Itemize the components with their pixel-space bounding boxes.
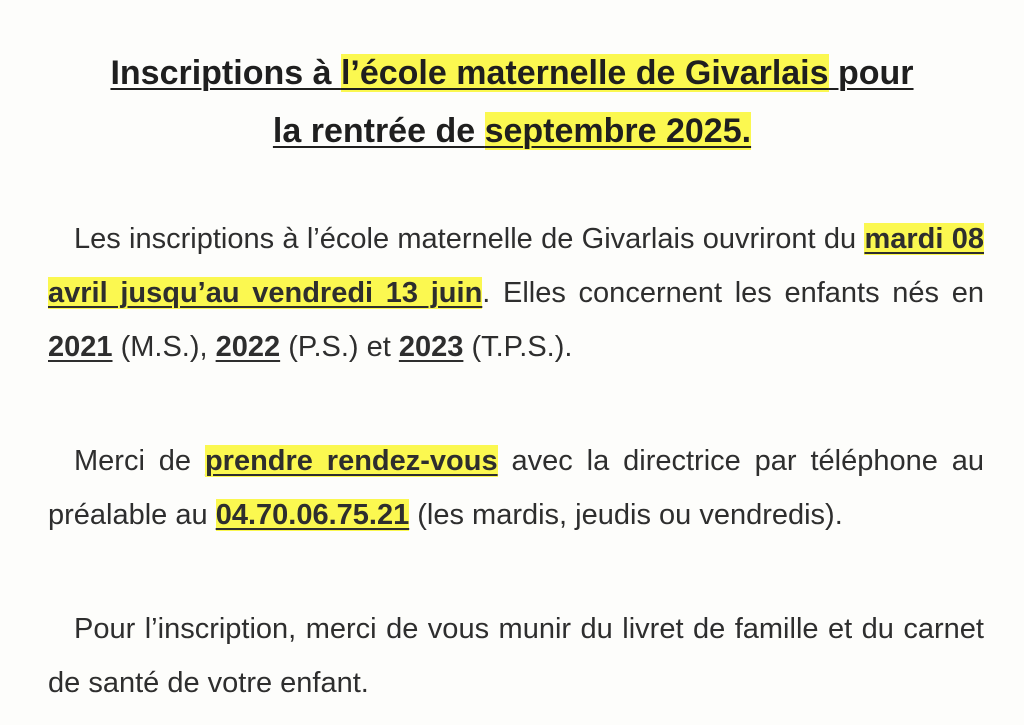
title-line-2 xyxy=(40,102,984,160)
title-text: la rentrée de xyxy=(272,112,485,150)
year-2021: 2021 xyxy=(48,331,113,363)
paragraph-text: avec la directrice par téléphone au préalable au xyxy=(48,445,985,531)
phone-number: 04.70.06.75.21 xyxy=(215,499,410,531)
paragraph-appointment xyxy=(48,434,984,542)
paragraph-text: (T.P.S.). xyxy=(463,331,573,363)
title-text: pour xyxy=(828,54,914,92)
year-2022: 2022 xyxy=(215,331,281,363)
year-2023: 2023 xyxy=(398,331,464,363)
highlight-dates: mardi 08 avril jusqu’au vendredi 13 juin xyxy=(48,223,984,309)
paragraph-text: (M.S.), xyxy=(112,331,216,363)
notice-title xyxy=(40,44,984,160)
paragraph-registration-dates xyxy=(48,212,984,374)
title-highlight-date: septembre 2025. xyxy=(484,112,752,150)
highlight-appointment: prendre rendez-vous xyxy=(204,445,498,477)
paragraph-text: . Elles concernent les enfants nés en xyxy=(482,277,984,309)
paragraph-documents: Pour l’inscription, merci de vous munir du livret de famille et du carnet de santé de votre enfant. xyxy=(48,613,984,699)
paragraph-text: (les mardis, jeudis ou vendredis). xyxy=(409,499,843,531)
title-highlight-school: l’école maternelle de Givarlais xyxy=(340,54,829,92)
paragraph-text: (P.S.) et xyxy=(280,331,399,363)
title-text: Inscriptions à xyxy=(110,54,341,92)
paragraph-text: Les inscriptions à l’école maternelle de Givarlais ouvriront du xyxy=(74,223,865,255)
title-line-1 xyxy=(40,44,984,102)
paragraph-text: Merci de xyxy=(74,445,205,477)
